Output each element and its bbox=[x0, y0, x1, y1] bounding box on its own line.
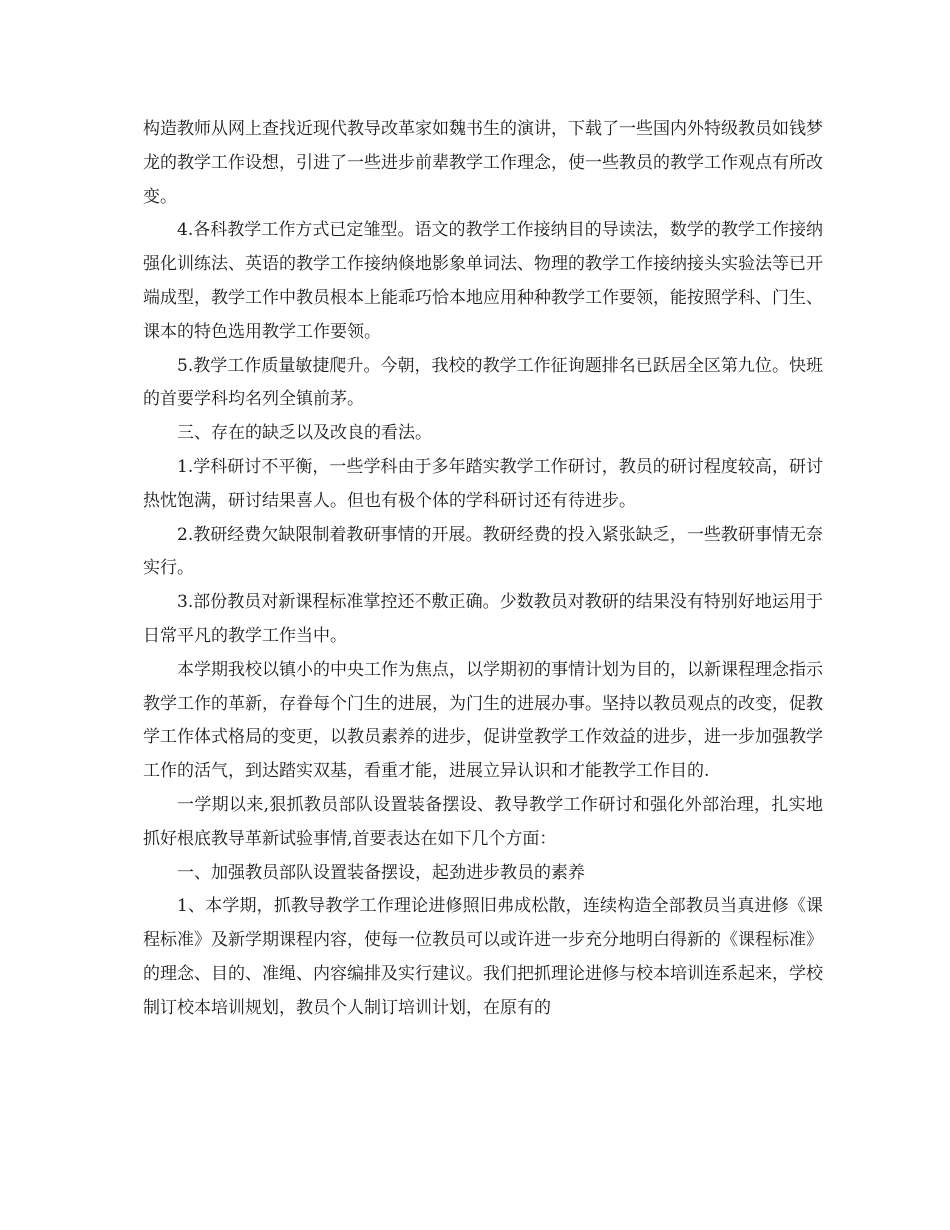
paragraph-2: 4.各科教学工作方式已定雏型。语文的教学工作接纳目的导读法，数学的教学工作接纳强化训练法、英语的教学工作接纳倏地影象单词法、物理的教学工作接纳接头实验法等已开端成型，教学工作中教员根本上能乖巧恰本地应用种种教学工作要领，能按照学科、门生、课本的特色选用教学工作要领。 bbox=[143, 220, 823, 342]
section-heading-3: 三、存在的缺乏以及改良的看法。 bbox=[177, 423, 432, 444]
section-heading-1: 一、加强教员部队设置装备摆设，起劲进步教员的素养 bbox=[177, 862, 585, 883]
paragraph-8: 本学期我校以镇小的中央工作为焦点，以学期初的事情计划为目的，以新课程理念指示教学工作的革新，存眷每个门生的进展，为门生的进展办事。坚持以教员观点的改变，促教学工作体式格局的变更，以教员素养的进步，促讲堂教学工作效益的进步，进一步加强教学工作的活气，到达踏实双基，看重才能，进展立异认识和才能教学工作目的. bbox=[143, 659, 823, 782]
paragraph-5: 1.学科研讨不平衡，一些学科由于多年踏实教学工作研讨，教员的研讨程度较高，研讨热忱饱满，研讨结果喜人。但也有极个体的学科研讨还有待进步。 bbox=[143, 456, 823, 511]
paragraph-9: 一学期以来,狠抓教员部队设置装备摆设、教导教学工作研讨和强化外部治理，扎实地抓好根底教导革新试验事情,首要表达在如下几个方面： bbox=[143, 794, 823, 849]
document-body bbox=[143, 113, 823, 1026]
paragraph-6: 2.教研经费欠缺限制着教研事情的开展。教研经费的投入紧张缺乏，一些教研事情无奈实行。 bbox=[143, 524, 823, 579]
paragraph-3: 5.教学工作质量敏捷爬升。今朝，我校的教学工作征询题排名已跃居全区第九位。快班的首要学科均名列全镇前茅。 bbox=[143, 355, 823, 410]
paragraph-1: 构造教师从网上查找近现代教导改革家如魏书生的演讲，下载了一些国内外特级教员如钱梦龙的教学工作设想，引进了一些进步前辈教学工作理念，使一些教员的教学工作观点有所改变。 bbox=[143, 119, 823, 207]
paragraph-7: 3.部份教员对新课程标准掌控还不敷正确。少数教员对教研的结果没有特别好地运用于日常平凡的教学工作当中。 bbox=[143, 592, 823, 646]
paragraph-11: 1、本学期，抓教导教学工作理论进修照旧弗成松散，连续构造全部教员当真进修《课程标准》及新学期课程内容，使每一位教员可以或许进一步充分地明白得新的《课程标准》的理念、目的、准绳、内容编排及实行建议。我们把抓理论进修与校本培训连系起来，学校制订校本培训规划，教员个人制订培训计划，在原有的 bbox=[143, 896, 823, 1018]
